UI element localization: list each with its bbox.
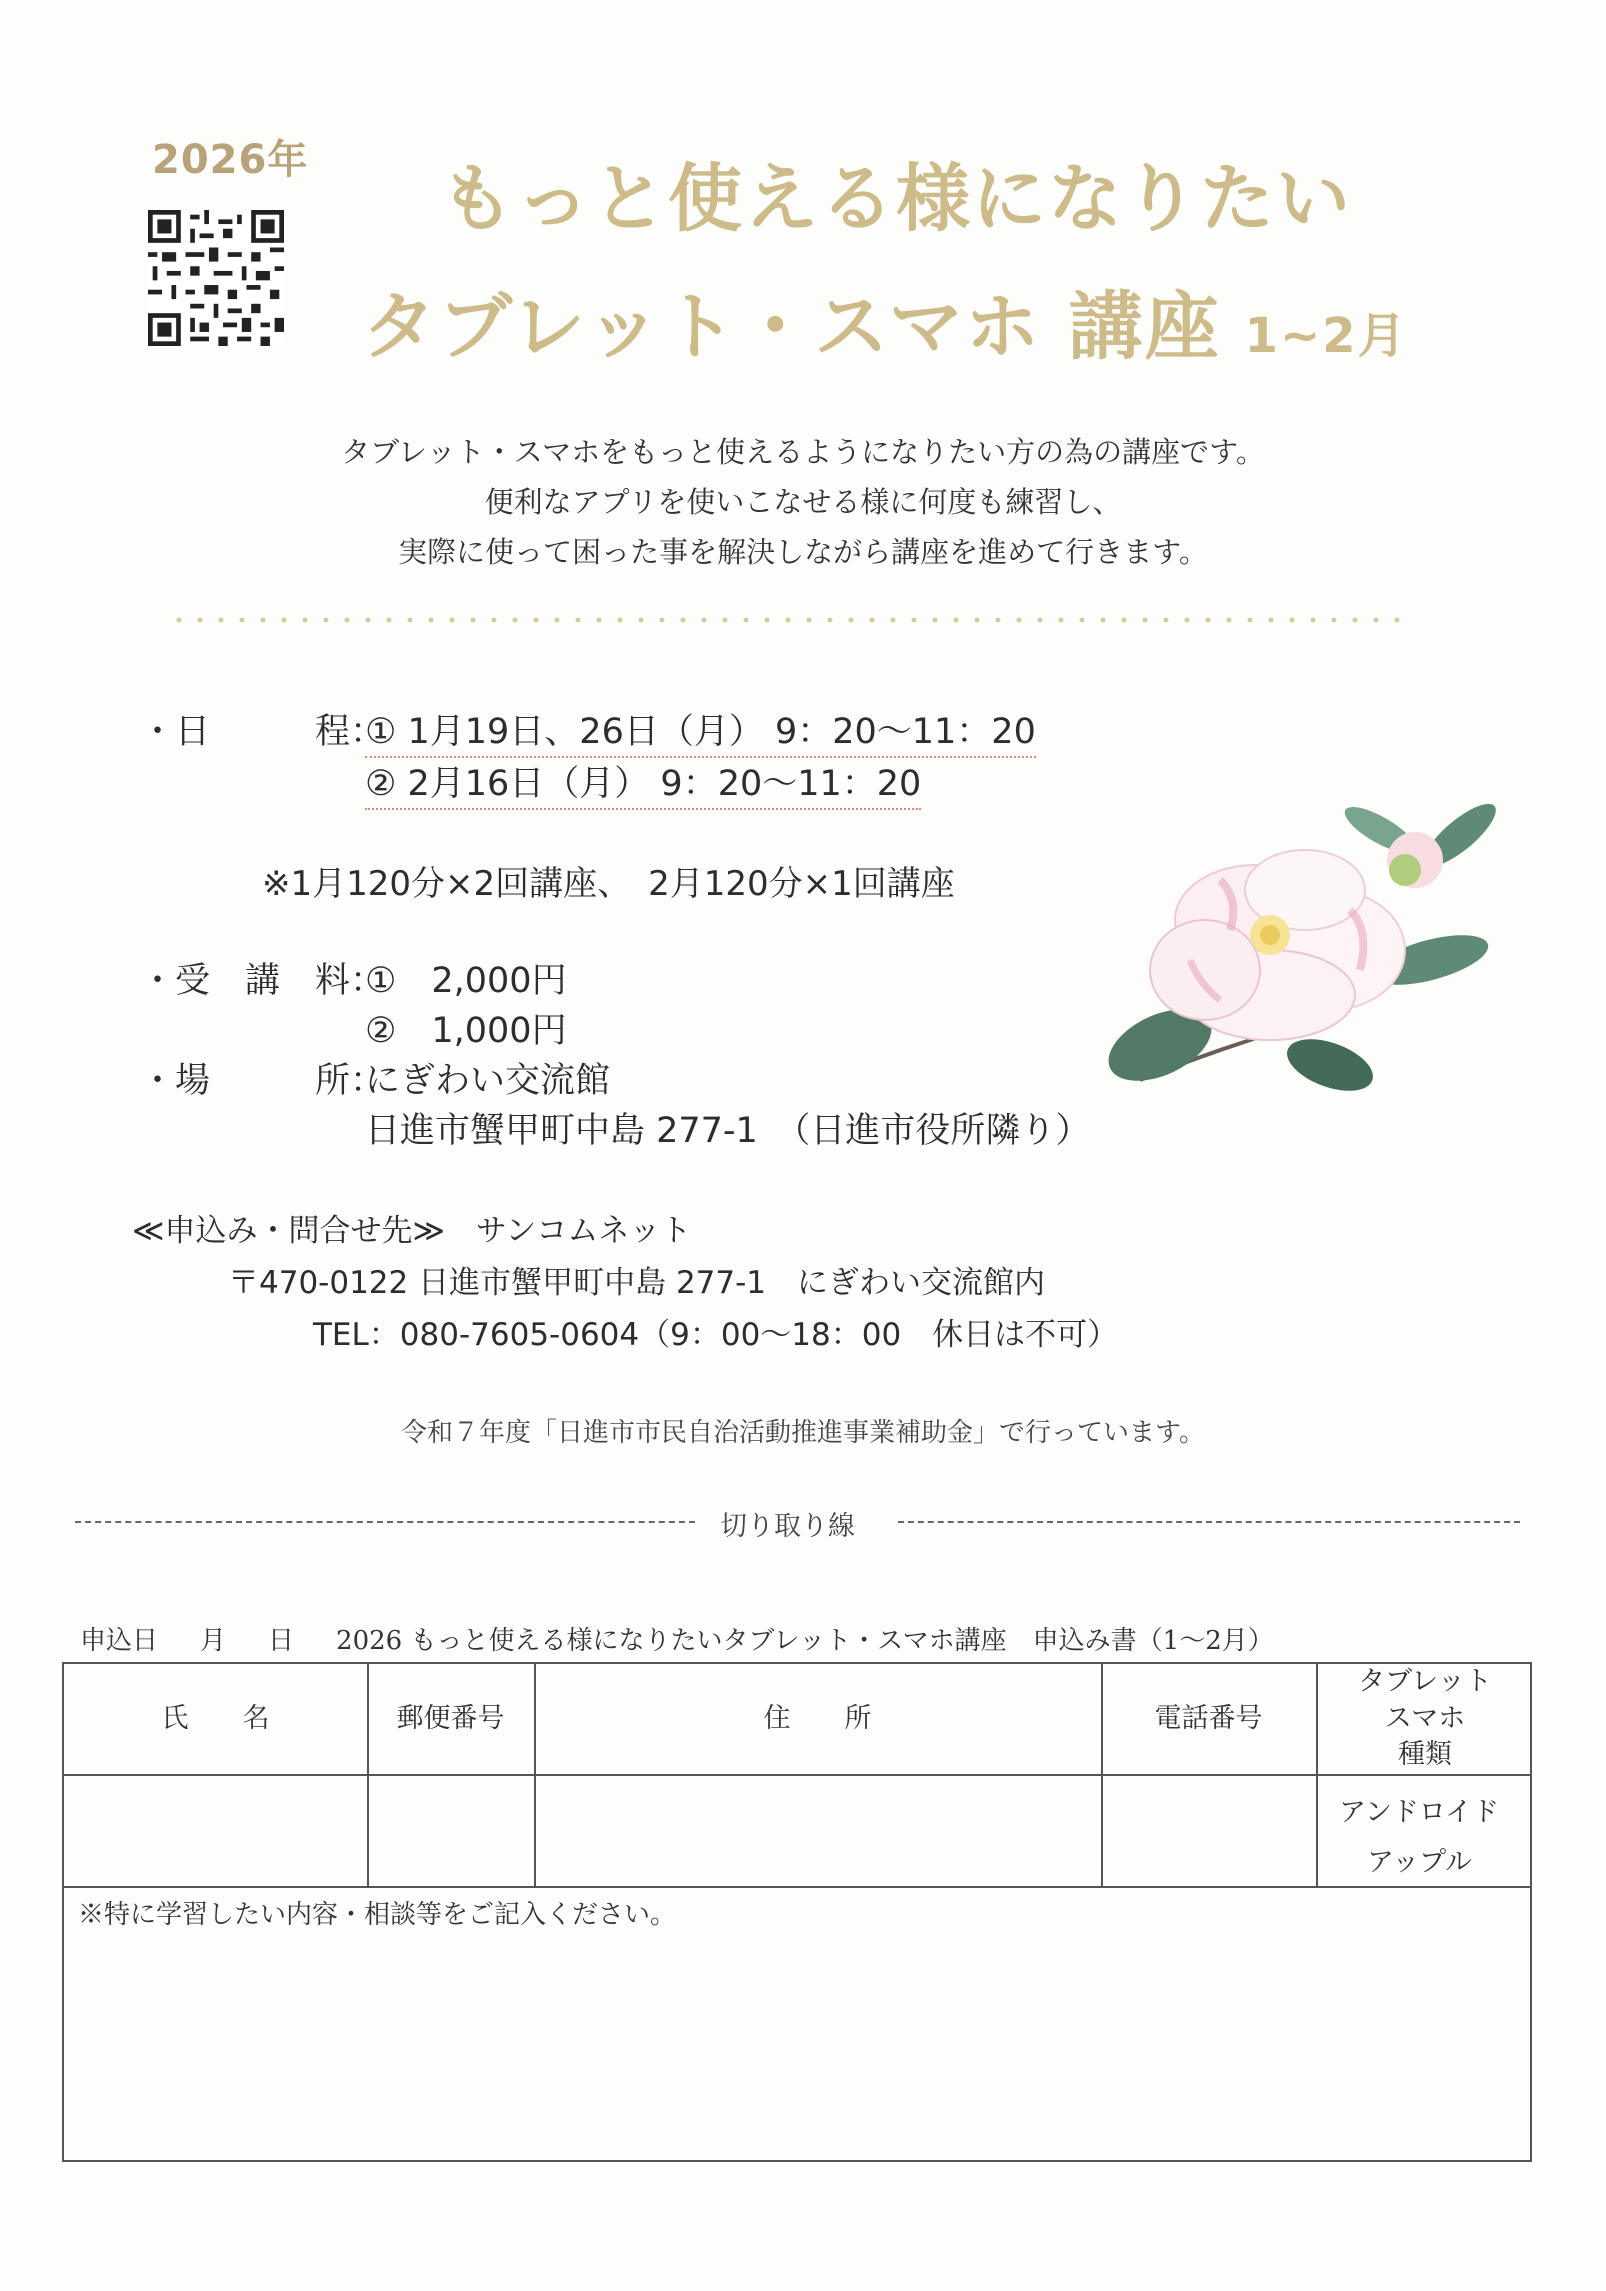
cut-line-right xyxy=(898,1521,1520,1523)
header-device-type xyxy=(1316,1664,1534,1774)
title-line-1: もっと使える様になりたい xyxy=(440,156,1352,242)
contact-address: 〒470-0122 日進市蟹甲町中島 277-1 にぎわい交流館内 xyxy=(228,1265,1046,1301)
intro-line-1: タブレット・スマホをもっと使えるようになりたい方の為の講座です。 xyxy=(341,435,1265,469)
fee-label: ・受 講 料： xyxy=(140,961,386,1001)
name-field[interactable] xyxy=(64,1774,367,1886)
schedule-1: ① 1月19日、26日（月） 9：20～11：20 xyxy=(365,704,1036,758)
form-month-label: 月 xyxy=(200,1626,227,1656)
header-name: 氏 名 xyxy=(161,1702,270,1734)
device-option-apple[interactable]: アップル xyxy=(1367,1847,1473,1878)
title-course: タブレット・スマホ 講座 xyxy=(362,284,1221,370)
title-period: 1~2月 xyxy=(1244,308,1408,364)
place-name: にぎわい交流館 xyxy=(365,1061,611,1101)
consultation-note-label: ※特に学習したい内容・相談等をご記入ください。 xyxy=(78,1900,677,1930)
postal-field[interactable] xyxy=(367,1774,534,1886)
place-address: 日進市蟹甲町中島 277-1 （日進市役所隣り） xyxy=(365,1111,1091,1151)
cut-line-left xyxy=(75,1521,695,1523)
header-address: 住 所 xyxy=(763,1702,872,1734)
schedule-note: ※1月120分×2回講座、 2月120分×1回講座 xyxy=(262,864,955,904)
subsidy-note: 令和７年度「日進市市民自治活動推進事業補助金」で行っています。 xyxy=(401,1418,1205,1448)
header-phone: 電話番号 xyxy=(1154,1702,1263,1734)
title-line-2 xyxy=(362,268,1408,374)
schedule-2: ② 2月16日（月） 9：20～11：20 xyxy=(365,756,921,810)
cut-line-label: 切り取り線 xyxy=(720,1511,855,1542)
contact-heading: ≪申込み・問合せ先≫ サンコムネット xyxy=(132,1213,692,1249)
qr-code-icon[interactable] xyxy=(148,210,284,346)
header-postal: 郵便番号 xyxy=(396,1702,505,1734)
year-label: 2026年 xyxy=(152,137,309,183)
phone-field[interactable] xyxy=(1101,1774,1316,1886)
header-device-smartphone: スマホ xyxy=(1384,1702,1466,1734)
intro-line-3: 実際に使って困った事を解決しながら講座を進めて行きます。 xyxy=(398,535,1208,569)
form-day-label: 日 xyxy=(268,1626,295,1656)
contact-phone[interactable]: TEL：080-7605-0604（9：00～18：00 休日は不可） xyxy=(313,1317,1119,1353)
consultation-field[interactable] xyxy=(64,1886,1530,2160)
fee-2: ② 1,000円 xyxy=(365,1011,567,1051)
device-option-android[interactable]: アンドロイド xyxy=(1339,1797,1500,1828)
camellia-flower-icon xyxy=(1100,800,1500,1130)
form-title: 2026 もっと使える様になりたいタブレット・スマホ講座 申込み書（1～2月） xyxy=(336,1626,1274,1656)
intro-line-2: 便利なアプリを使いこなせる様に何度も練習し、 xyxy=(484,485,1122,519)
fee-1: ① 2,000円 xyxy=(365,961,567,1001)
form-date-label: 申込日 xyxy=(80,1626,159,1656)
header-device-kind: 種類 xyxy=(1398,1739,1452,1771)
form-heading xyxy=(80,1620,1274,1657)
place-label: ・場 所： xyxy=(140,1061,386,1101)
application-form-table xyxy=(62,1662,1532,2162)
dotted-divider xyxy=(175,616,1405,624)
address-field[interactable] xyxy=(534,1774,1101,1886)
schedule-label: ・日 程： xyxy=(140,712,386,752)
header-device-tablet: タブレット xyxy=(1358,1666,1492,1698)
